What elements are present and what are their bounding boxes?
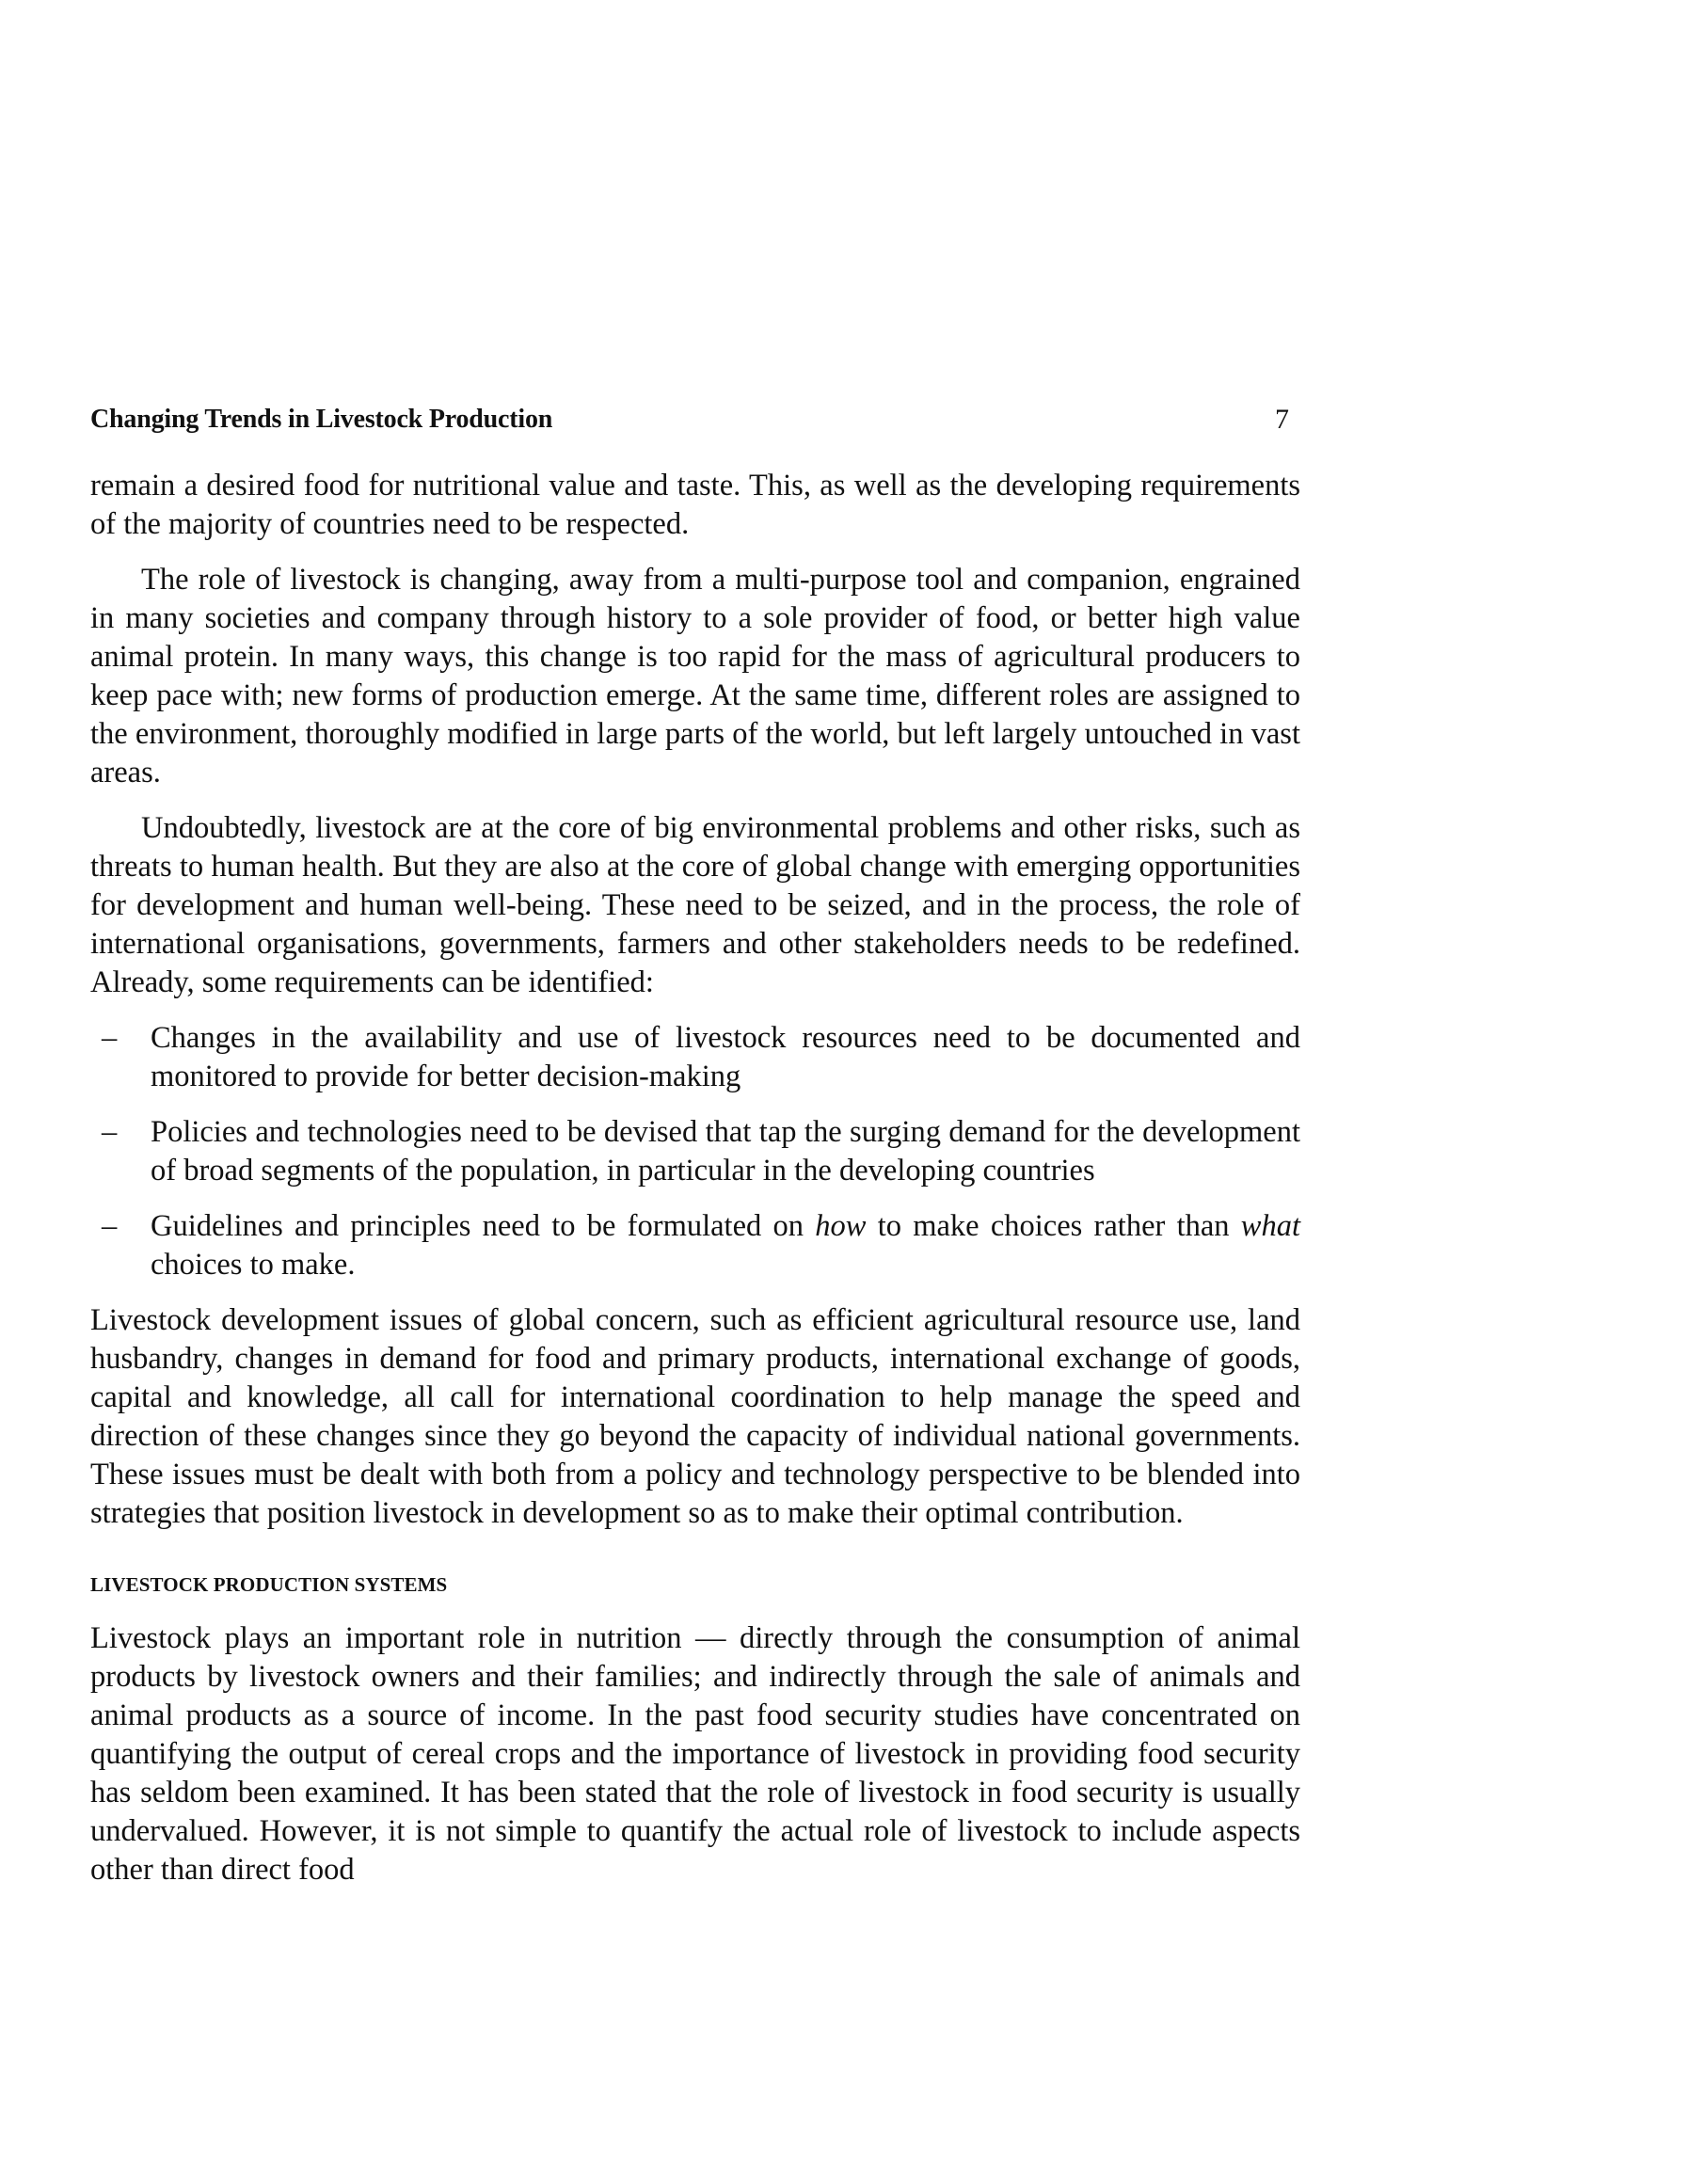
body-text bbox=[90, 467, 1300, 1906]
list-item bbox=[90, 1207, 1300, 1284]
dash-bullet: – bbox=[102, 1021, 118, 1055]
requirements-list bbox=[90, 1019, 1300, 1284]
list-item-text-start: Guidelines and principles need to be formulated on bbox=[151, 1209, 816, 1243]
dash-bullet: – bbox=[102, 1209, 118, 1243]
paragraph-environmental-problems: Undoubtedly, livestock are at the core of big environmental problems and other risks, such as threats to human health. But they are also at the core of global change with emerging opportunities for development and human well-being. These need to be seized, and in the process, the role of international organisations, governments, farmers and other stakeholders needs to be redefined. Already, some requirements can be identified: bbox=[90, 811, 1300, 999]
running-header bbox=[90, 401, 1300, 438]
list-item-text: Changes in the availability and use of livestock resources need to be documented and monitored to provide for better decision-making bbox=[151, 1021, 1300, 1093]
paragraph-livestock-nutrition: Livestock plays an important role in nutrition — directly through the consumption of animal products by livestock owners and their families; and indirectly through the sale of animals and animal products as a source of income. In the past food security studies have concentrated on quantifying the output of cereal crops and the importance of livestock in providing food security has seldom been examined. It has been stated that the role of livestock in food security is usually undervalued. However, it is not simple to quantify the actual role of livestock to include aspects other than direct food bbox=[90, 1621, 1300, 1887]
paragraph-role-of-livestock: The role of livestock is changing, away from a multi-purpose tool and companion, engrained in many societies and company through history to a sole provider of food, or better high value animal protein. In many ways, this change is too rapid for the mass of agricultural producers to keep pace with; new forms of production emerge. At the same time, different roles are assigned to the environment, thoroughly modified in large parts of the world, but left largely untouched in vast areas. bbox=[90, 563, 1300, 789]
paragraph-global-concern: Livestock development issues of global concern, such as efficient agricultural resource use, land husbandry, changes in demand for food and primary products, international exchange of goods, capital and knowledge, all call for international coordination to help manage the speed and direction of these changes since they go beyond the capacity of individual national governments. These issues must be dealt with both from a policy and technology perspective to be blended into strategies that position livestock in development so as to make their optimal contribution. bbox=[90, 1303, 1300, 1530]
dash-bullet: – bbox=[102, 1115, 118, 1149]
section-heading: LIVESTOCK PRODUCTION SYSTEMS bbox=[90, 1573, 448, 1596]
list-item bbox=[90, 1113, 1300, 1190]
list-item-text: Policies and technologies need to be devised that tap the surging demand for the development of broad segments of the population, in particular in the developing countries bbox=[151, 1115, 1300, 1188]
emphasis-how: how bbox=[815, 1209, 867, 1243]
paragraph-continuation: remain a desired food for nutritional value and taste. This, as well as the developing requirements of the majority of countries need to be respected. bbox=[90, 469, 1300, 541]
running-title: Changing Trends in Livestock Production bbox=[90, 405, 553, 434]
page-number: 7 bbox=[1275, 404, 1289, 435]
emphasis-what: what bbox=[1240, 1209, 1300, 1243]
list-item bbox=[90, 1019, 1300, 1096]
list-item-text-end: choices to make. bbox=[151, 1248, 356, 1282]
list-item-text-middle: to make choices rather than bbox=[866, 1209, 1241, 1243]
